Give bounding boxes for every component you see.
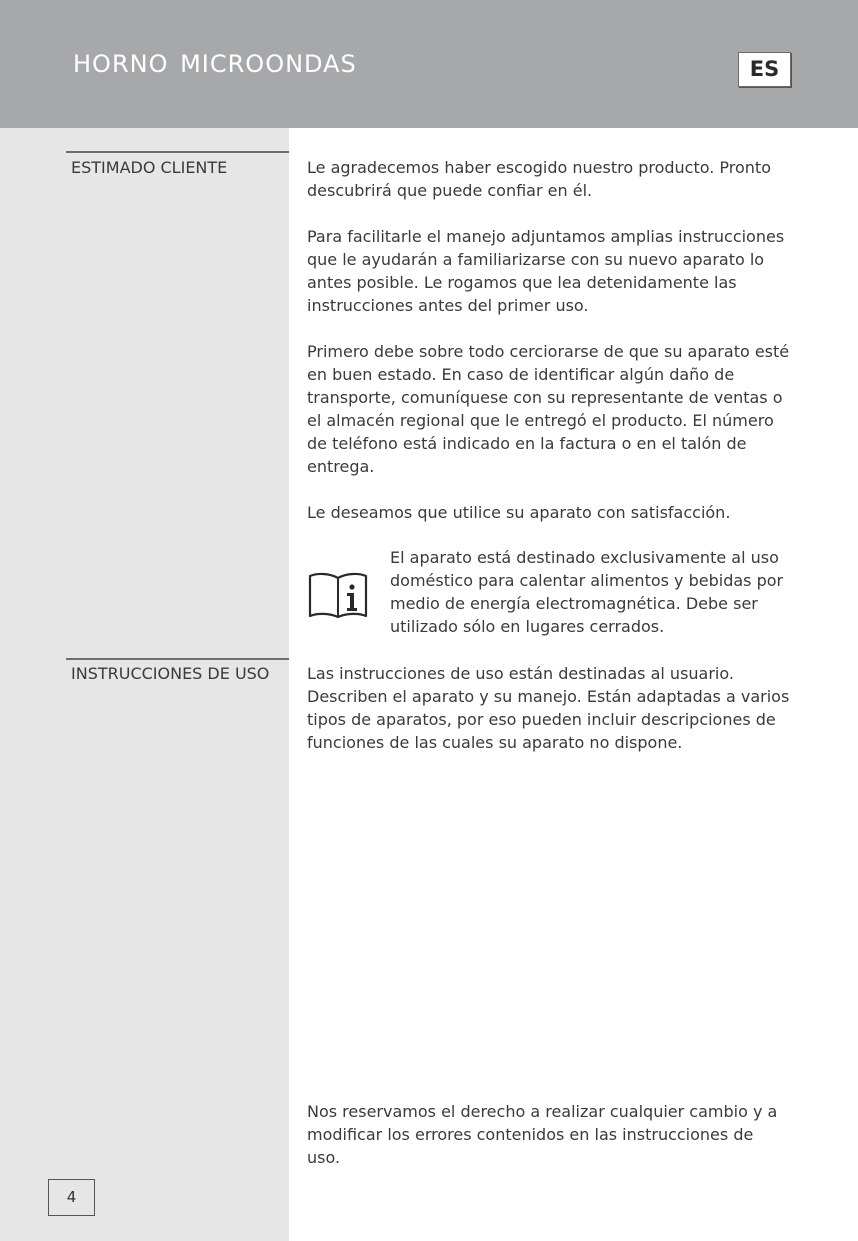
paragraph-wishes: Le deseamos que utilice su aparato con satisfacción. [307, 503, 731, 522]
footer-note: Nos reservamos el derecho a realizar cualquier cambio y a modificar los errores contenidos en las instrucciones de uso. [307, 1102, 778, 1167]
info-book-icon [307, 572, 369, 618]
section-label-estimado-cliente: ESTIMADO CLIENTE [71, 158, 228, 177]
document-title: HORNO MICROONDAS [73, 50, 357, 78]
paragraph-greeting: Le agradecemos haber escogido nuestro producto. Pronto descubrirá que puede confiar en él. [307, 158, 771, 200]
paragraph-instructions-usage: Las instrucciones de uso están destinadas al usuario. Describen el aparato y su manejo. Están adaptadas a varios tipos de aparatos, por eso pueden incluir descripciones de funciones de las cuales su aparato no dispone. [307, 664, 790, 752]
language-badge: ES [738, 52, 791, 87]
paragraph-instructions-intro: Para facilitarle el manejo adjuntamos amplias instrucciones que le ayudarán a familiarizarse con su nuevo aparato lo antes posible. Le rogamos que lea detenidamente las instrucciones antes del primer uso. [307, 227, 785, 315]
section-label-instrucciones: INSTRUCCIONES DE USO [71, 664, 270, 683]
section-divider-estimado-cliente [66, 151, 289, 153]
section-divider-instrucciones [66, 658, 289, 660]
info-note: El aparato está destinado exclusivamente al uso doméstico para calentar alimentos y bebidas por medio de energía electromagnética. Debe ser utilizado sólo en lugares cerrados. [390, 548, 784, 636]
paragraph-check-condition: Primero debe sobre todo cerciorarse de que su aparato esté en buen estado. En caso de identificar algún daño de transporte, comuníquese con su representante de ventas o el almacén regional que le entregó el producto. El número de teléfono está indicado en la factura o en el talón de entrega. [307, 342, 790, 476]
page-number: 4 [48, 1179, 95, 1216]
page-header [0, 0, 858, 128]
